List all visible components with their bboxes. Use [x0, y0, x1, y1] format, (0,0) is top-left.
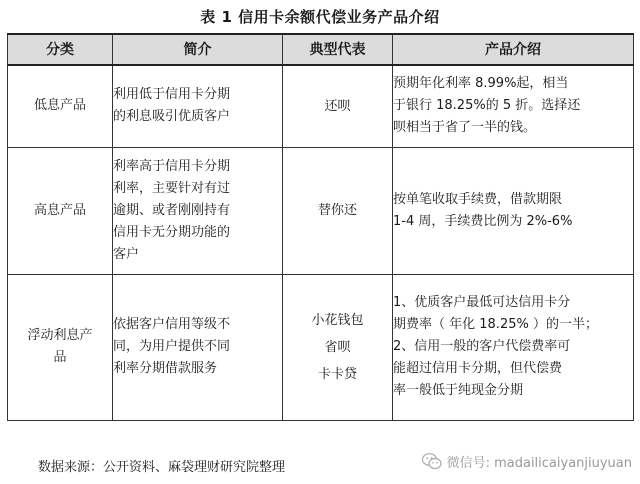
table-caption: 表 1 信用卡余额代偿业务产品介绍	[200, 8, 440, 26]
category-cell	[8, 65, 113, 147]
representative-cell	[283, 65, 393, 147]
cell-line: 率一般低于纯现金分期	[393, 383, 524, 398]
watermark-text: 微信号: madailicaiyanjiuyuan	[446, 456, 632, 471]
cell-line: 2、信用一般的客户代偿费率可	[393, 339, 571, 354]
product-cell	[393, 274, 634, 420]
cell-line: 利率分期借款服务	[113, 361, 218, 376]
cell-line: 能超过信用卡分期，但代偿费	[393, 361, 563, 376]
header-representative: 典型代表	[283, 34, 393, 65]
cell-line: 期费率（ 年化 18.25% ）的一半；	[393, 317, 598, 332]
cell-line: 还呗	[324, 98, 351, 114]
wechat-icon	[422, 453, 442, 470]
header-category: 分类	[8, 34, 113, 65]
cell-line: 高息产品	[33, 202, 86, 218]
header-intro: 简介	[113, 34, 283, 65]
product-cell	[393, 65, 634, 147]
table-row	[8, 65, 634, 147]
product-cell	[393, 147, 634, 274]
cell-line: 预期年化利率 8.99%起，相当	[393, 76, 569, 92]
cell-line: 同，为用户提供不同	[113, 339, 231, 354]
cell-line: 于银行 18.25%的 5 折。选择还	[393, 98, 581, 114]
intro-cell	[113, 147, 283, 274]
table-row	[8, 274, 634, 420]
cell-line: 小花钱包	[311, 312, 364, 328]
cell-line: 卡卡贷	[317, 366, 357, 382]
intro-cell	[113, 274, 283, 420]
data-source-note: 数据来源：公开资料、麻袋理财研究院整理	[38, 460, 286, 475]
representative-cell	[283, 147, 393, 274]
table-row	[8, 147, 634, 274]
cell-line: 逾期、或者刚刚持有	[113, 202, 231, 218]
product-table	[7, 33, 634, 421]
cell-line: 1、优质客户最低可达信用卡分	[393, 295, 571, 310]
cell-line: 按单笔收取手续费，借款期限	[393, 191, 563, 207]
representative-cell	[283, 274, 393, 420]
cell-line: 替你还	[317, 203, 357, 218]
wechat-watermark	[422, 452, 632, 471]
cell-line: 呗相当于省了一半的钱。	[393, 120, 537, 136]
cell-line: 利率高于信用卡分期	[113, 158, 231, 174]
category-cell	[8, 274, 113, 420]
cell-line: 品	[53, 350, 67, 365]
cell-line: 浮动利息产	[27, 328, 93, 343]
category-cell	[8, 147, 113, 274]
header-product: 产品介绍	[393, 34, 634, 65]
cell-line: 利率，主要针对有过	[113, 180, 231, 196]
cell-line: 客户	[113, 246, 140, 262]
cell-line: 1-4 周，手续费比例为 2%-6%	[393, 213, 573, 229]
table-header-row	[8, 34, 634, 65]
cell-line: 利用低于信用卡分期	[113, 87, 231, 103]
cell-line: 低息产品	[33, 98, 86, 114]
cell-line: 的利息吸引优质客户	[113, 109, 231, 125]
cell-line: 省呗	[324, 339, 351, 355]
intro-cell	[113, 65, 283, 147]
cell-line: 信用卡无分期功能的	[113, 224, 231, 240]
cell-line: 依据客户信用等级不	[113, 317, 231, 332]
